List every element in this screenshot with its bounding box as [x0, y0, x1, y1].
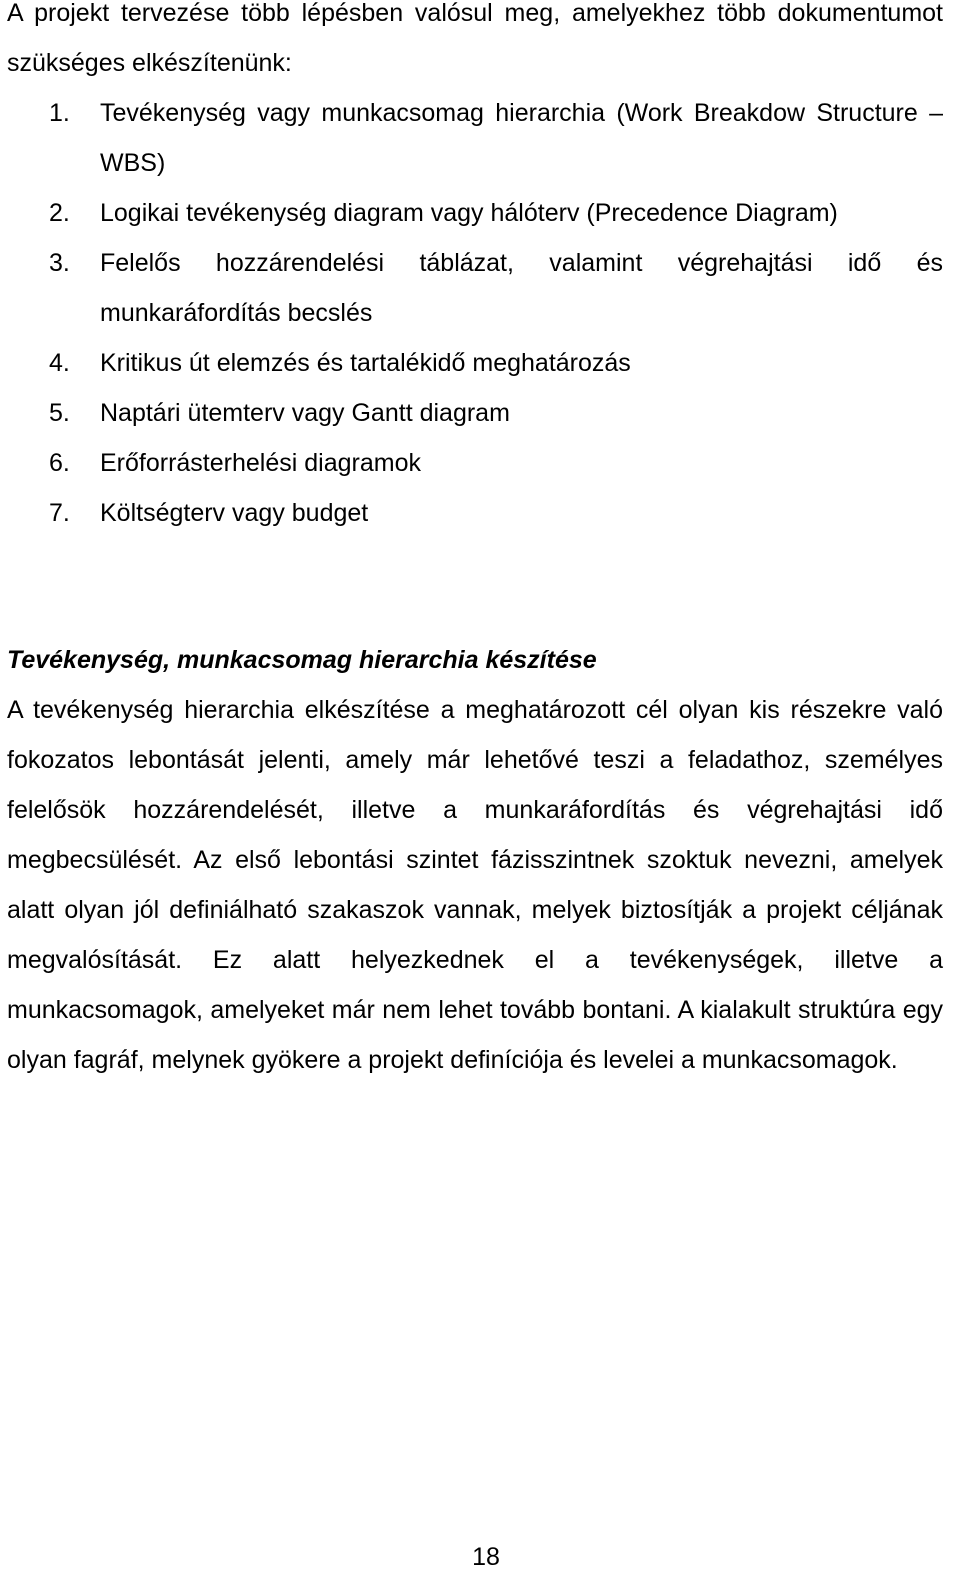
document-page — [7, 0, 943, 1085]
list-item-number: 6. — [49, 449, 70, 477]
list-item-text: Erőforrásterhelési diagramok — [100, 449, 421, 477]
list-item-number: 2. — [49, 199, 70, 227]
list-item-text: Logikai tevékenység diagram vagy hálóterv (Precedence Diagram) — [100, 199, 838, 227]
intro-paragraph: A projekt tervezése több lépésben valósul meg, amelyekhez több dokumentumot szükséges elkészítenünk: — [7, 0, 943, 77]
list-item-number: 3. — [49, 249, 70, 277]
section-paragraph: A tevékenység hierarchia elkészítése a meghatározott cél olyan kis részekre való fokozatos lebontását jelenti, amely már lehetővé teszi a feladathoz, személyes felelősök hozzárendelését, illetve a munkaráfordítás és végrehajtási idő megbecsülését. Az első lebontási szintet fázisszintnek szoktuk nevezni, amelyek alatt olyan jól definiálható szakaszok vannak, melyek biztosítják a projekt céljának megvalósítását. Ez alatt helyezkednek el a tevékenységek, illetve a munkacsomagok, amelyeket már nem lehet tovább bontani. A kialakult struktúra egy olyan fagráf, melynek gyökere a projekt definíciója és levelei a munkacsomagok. — [7, 696, 943, 1074]
list-item-text: Költségterv vagy budget — [100, 499, 369, 527]
list-item-number: 4. — [49, 349, 70, 377]
list-item-number: 7. — [49, 499, 70, 527]
planning-steps-list — [7, 88, 943, 538]
list-item — [7, 488, 943, 538]
list-item — [7, 438, 943, 488]
page-number: 18 — [472, 1543, 500, 1571]
list-item — [7, 238, 943, 338]
section-heading: Tevékenység, munkacsomag hierarchia készítése — [7, 646, 597, 674]
list-item-text: Naptári ütemterv vagy Gantt diagram — [100, 399, 510, 427]
list-item-text: Felelős hozzárendelési táblázat, valamint végrehajtási idő és munkaráfordítás becslés — [100, 249, 943, 327]
list-item — [7, 338, 943, 388]
list-item — [7, 188, 943, 238]
list-item-number: 5. — [49, 399, 70, 427]
list-item-text: Kritikus út elemzés és tartalékidő meghatározás — [100, 349, 631, 377]
list-item-text: Tevékenység vagy munkacsomag hierarchia (Work Breakdow Structure – WBS) — [100, 99, 943, 177]
list-item — [7, 88, 943, 188]
list-item-number: 1. — [49, 99, 70, 127]
list-item — [7, 388, 943, 438]
